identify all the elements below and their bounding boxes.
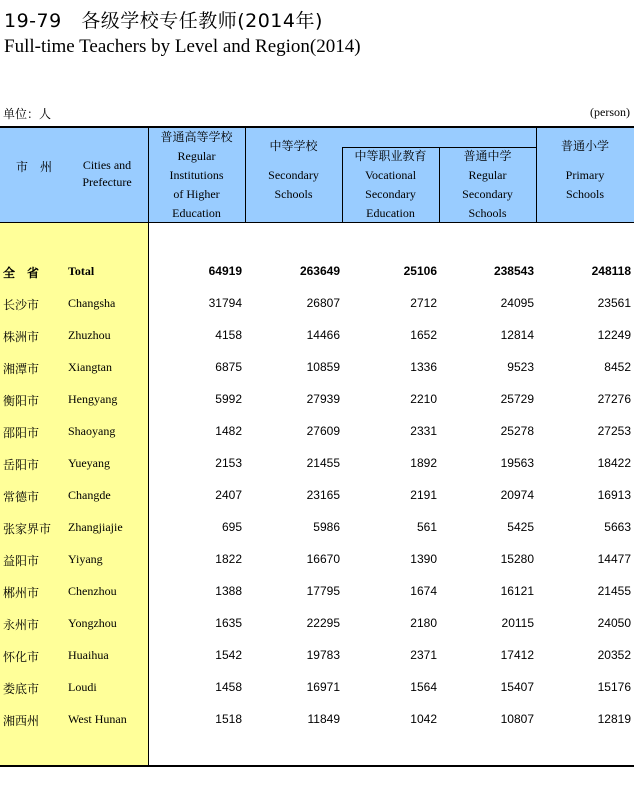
header-secondary-schools: 中等学校 Secondary Schools: [268, 139, 319, 201]
region-name-en: Chenzhou: [68, 584, 117, 598]
vocational-education-value: 2180: [410, 616, 437, 630]
primary-schools-value: 23561: [597, 296, 631, 310]
vocational-education-value: 1674: [410, 584, 437, 598]
table-row: [0, 320, 634, 352]
region-name-en: Total: [68, 264, 95, 278]
primary-schools-value: 12249: [597, 328, 631, 342]
vocational-education-value: 1390: [410, 552, 437, 566]
secondary-schools-value: 14466: [306, 328, 340, 342]
primary-schools-value: 15176: [597, 680, 631, 694]
region-name-en: Huaihua: [68, 648, 109, 662]
region-name-cn: 株洲市: [3, 330, 40, 344]
table-row: [0, 384, 634, 416]
higher-education-value: 2153: [215, 456, 242, 470]
higher-education-value: 1482: [215, 424, 242, 438]
primary-schools-value: 20352: [597, 648, 631, 662]
higher-education-value: 1635: [215, 616, 242, 630]
regular-secondary-value: 25729: [500, 392, 534, 406]
region-name-cn: 衡阳市: [3, 394, 40, 408]
regular-secondary-value: 20115: [501, 616, 534, 630]
region-name-cn: 娄底市: [3, 682, 40, 696]
table-row: [0, 512, 634, 544]
vocational-education-value: 2210: [410, 392, 437, 406]
region-name-cn: 张家界市: [3, 522, 52, 536]
region-name-cn: 郴州市: [3, 586, 40, 600]
region-name-cn: 全 省: [3, 266, 40, 280]
vocational-education-value: 1652: [410, 328, 437, 342]
region-name-en: West Hunan: [68, 712, 127, 726]
region-name-en: Hengyang: [68, 392, 118, 406]
higher-education-value: 31794: [208, 296, 242, 310]
table-row: [0, 640, 634, 672]
regular-secondary-value: 10807: [500, 712, 534, 726]
secondary-schools-value: 27939: [306, 392, 340, 406]
secondary-schools-value: 22295: [306, 616, 340, 630]
secondary-schools-value: 23165: [306, 488, 340, 502]
vocational-education-value: 2712: [410, 296, 437, 310]
higher-education-value: 1388: [215, 584, 242, 598]
primary-schools-value: 16913: [597, 488, 631, 502]
header-primary-schools: 普通小学 Primary Schools: [560, 139, 609, 201]
primary-schools-value: 8452: [604, 360, 631, 374]
region-name-en: Changsha: [68, 296, 116, 310]
secondary-schools-value: 11849: [307, 712, 340, 726]
region-name-cn: 怀化市: [3, 650, 40, 664]
secondary-schools-value: 17795: [306, 584, 340, 598]
primary-schools-value: 27253: [597, 424, 631, 438]
higher-education-value: 5992: [215, 392, 242, 406]
header-region-cn: 市 州: [15, 160, 52, 174]
regular-secondary-value: 20974: [500, 488, 534, 502]
region-name-en: Changde: [68, 488, 111, 502]
regular-secondary-value: 238543: [493, 264, 534, 278]
table-bottom-rule: [0, 765, 634, 767]
table-row: [0, 480, 634, 512]
secondary-schools-value: 19783: [306, 648, 340, 662]
vocational-education-value: 25106: [403, 264, 437, 278]
region-name-cn: 永州市: [3, 618, 40, 632]
regular-secondary-value: 16121: [500, 584, 534, 598]
region-name-cn: 益阳市: [3, 554, 40, 568]
primary-schools-value: 5663: [604, 520, 631, 534]
table-top-rule: [0, 126, 634, 128]
vocational-education-value: 1042: [410, 712, 437, 726]
unit-label: 单位：人: [3, 107, 52, 121]
header-region-en: Cities and Prefecture: [82, 158, 132, 189]
secondary-schools-value: 27609: [306, 424, 340, 438]
vocational-education-value: 561: [416, 520, 437, 534]
vocational-education-value: 1892: [410, 456, 437, 470]
higher-education-value: 2407: [215, 488, 242, 502]
page-title-chinese: 19-79 各级学校专任教师(2014年): [4, 10, 323, 32]
table-row: [0, 608, 634, 640]
primary-schools-value: 21455: [597, 584, 631, 598]
regular-secondary-value: 5425: [507, 520, 534, 534]
higher-education-value: 1542: [215, 648, 242, 662]
vocational-education-value: 2191: [410, 488, 437, 502]
table-row: [0, 288, 634, 320]
regular-secondary-value: 19563: [500, 456, 534, 470]
secondary-schools-value: 10859: [306, 360, 340, 374]
region-name-en: Xiangtan: [68, 360, 112, 374]
vocational-education-value: 1336: [410, 360, 437, 374]
higher-education-value: 6875: [215, 360, 242, 374]
table-row: [0, 544, 634, 576]
higher-education-value: 4158: [215, 328, 242, 342]
region-name-en: Yueyang: [68, 456, 110, 470]
vocational-education-value: 1564: [410, 680, 437, 694]
regular-secondary-value: 25278: [500, 424, 534, 438]
regular-secondary-value: 17412: [500, 648, 534, 662]
table-row: [0, 352, 634, 384]
regular-secondary-value: 15407: [500, 680, 534, 694]
vocational-education-value: 2331: [410, 424, 437, 438]
regular-secondary-value: 15280: [500, 552, 534, 566]
vocational-education-value: 2371: [410, 648, 437, 662]
primary-schools-value: 27276: [597, 392, 631, 406]
primary-schools-value: 18422: [597, 456, 631, 470]
secondary-schools-value: 21455: [306, 456, 340, 470]
region-name-cn: 湘潭市: [3, 362, 40, 376]
header-vocational-education: 中等职业教育 Vocational Secondary Education: [354, 149, 427, 220]
table-row: [0, 576, 634, 608]
header-higher-education: 普通高等学校 Regular Institutions of Higher Education: [160, 130, 233, 220]
region-name-en: Yongzhou: [68, 616, 117, 630]
secondary-schools-value: 16670: [306, 552, 340, 566]
regular-secondary-value: 9523: [507, 360, 534, 374]
higher-education-value: 1458: [215, 680, 242, 694]
table-row: [0, 704, 634, 736]
table-row: [0, 672, 634, 704]
secondary-schools-value: 26807: [306, 296, 340, 310]
higher-education-value: 1822: [215, 552, 242, 566]
higher-education-value: 64919: [208, 264, 242, 278]
primary-schools-value: 12819: [597, 712, 631, 726]
regular-secondary-value: 12814: [500, 328, 534, 342]
region-name-en: Loudi: [68, 680, 97, 694]
regular-secondary-value: 24095: [500, 296, 534, 310]
primary-schools-value: 24050: [597, 616, 631, 630]
region-name-cn: 长沙市: [3, 298, 40, 312]
region-name-en: Shaoyang: [68, 424, 116, 438]
table-row: [0, 416, 634, 448]
header-regular-secondary: 普通中学 Regular Secondary Schools: [462, 149, 513, 220]
page-title-english: Full-time Teachers by Level and Region(2014): [4, 36, 361, 57]
primary-schools-value: 248118: [591, 264, 631, 278]
header-bottom-rule: [0, 222, 634, 223]
unit-label-english: (person): [590, 105, 630, 119]
region-name-cn: 湘西州: [3, 714, 40, 728]
region-name-en: Yiyang: [68, 552, 103, 566]
region-name-en: Zhuzhou: [68, 328, 111, 342]
secondary-schools-value: 16971: [306, 680, 340, 694]
region-name-cn: 邵阳市: [3, 426, 40, 440]
region-name-cn: 常德市: [3, 490, 40, 504]
secondary-schools-value: 263649: [299, 264, 340, 278]
region-name-cn: 岳阳市: [3, 458, 40, 472]
secondary-schools-value: 5986: [313, 520, 340, 534]
primary-schools-value: 14477: [597, 552, 631, 566]
higher-education-value: 1518: [215, 712, 242, 726]
higher-education-value: 695: [221, 520, 242, 534]
table-row-total: [0, 256, 634, 288]
region-name-en: Zhangjiajie: [68, 520, 123, 534]
table-row: [0, 448, 634, 480]
